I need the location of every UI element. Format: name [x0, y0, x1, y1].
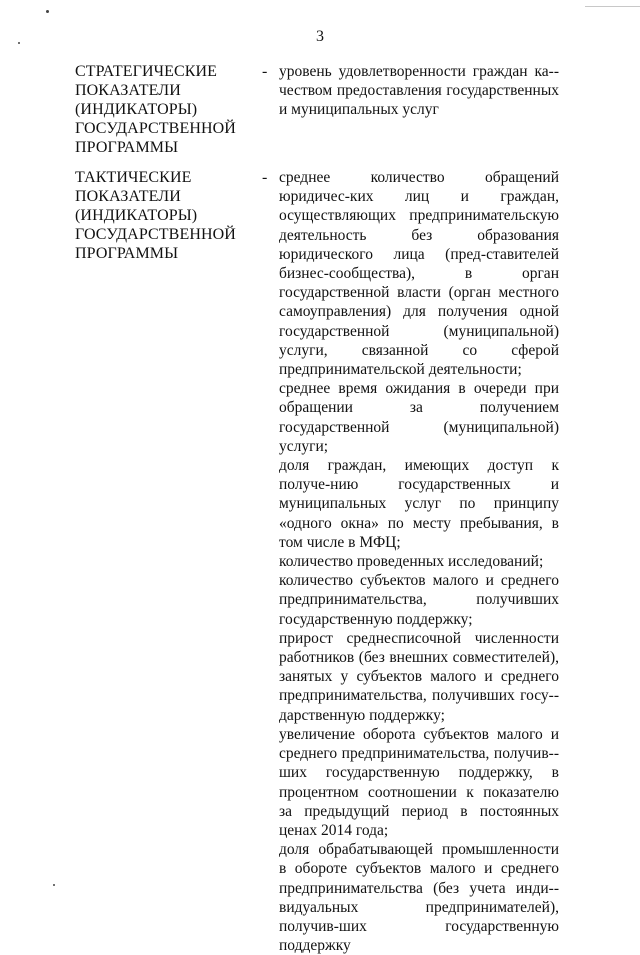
tactical-indicators-list	[279, 168, 559, 955]
list-item: прирост среднесписочной численности работников (без внешних совместителей), занятых у субъектов малого и среднего предпринимательства, получивших госу-дарственную поддержку;	[279, 629, 559, 724]
list-item: доля обрабатывающей промышленности в обороте субъектов малого и среднего предпринимательства (без учета инди-видуальных предпринимателей), получив-ших государственную поддержку	[279, 841, 559, 955]
list-dash: -	[262, 63, 268, 80]
label-line: ТАКТИЧЕСКИЕ	[75, 169, 192, 186]
label-line: ГОСУДАРСТВЕННОЙ	[75, 226, 236, 243]
label-line: (ИНДИКАТОРЫ)	[75, 101, 198, 118]
list-item: увеличение оборота субъектов малого и среднего предпринимательства, получив-ших государственную поддержку, в процентном соотношении к показателю за предыдущий период в постоянных ценах 2014 года;	[279, 725, 559, 839]
tactical-indicators-label	[75, 168, 255, 263]
list-item: доля граждан, имеющих доступ к получе-нию государственных и муниципальных услуг по принципу «одного окна» по месту пребывания, в том числе в МФЦ;	[279, 457, 559, 551]
label-line: ПОКАЗАТЕЛИ	[75, 82, 181, 99]
label-line: ПРОГРАММЫ	[75, 245, 179, 262]
scan-edge-line	[585, 6, 640, 7]
list-item: количество субъектов малого и среднего предпринимательства, получивших государственную поддержку;	[279, 572, 559, 628]
list-item: уровень удовлетворенности граждан ка-чеством предоставления государственных и муниципальных услуг	[279, 63, 559, 119]
scan-speck	[46, 10, 49, 13]
label-line: (ИНДИКАТОРЫ)	[75, 207, 198, 224]
list-dash: -	[262, 169, 268, 186]
label-line: ГОСУДАРСТВЕННОЙ	[75, 120, 236, 137]
list-item: среднее время ожидания в очереди при обращении за получением государственной (муниципальной) услуги;	[279, 380, 559, 455]
page-number: 3	[316, 28, 324, 45]
label-line: ПРОГРАММЫ	[75, 139, 179, 156]
strategic-indicators-label	[75, 62, 255, 157]
list-item: среднее количество обращений юридичес-ких лиц и граждан, осуществляющих предпринимательскую деятельность без образования юридического лица (пред-ставителей бизнес-сообщества), в орган государственной власти (орган местного самоуправления) для получения одной государственной (муниципальной) услуги, связанной со сферой предпринимательской деятельности;	[279, 169, 559, 379]
scan-speck	[53, 884, 55, 886]
label-line: СТРАТЕГИЧЕСКИЕ	[75, 63, 218, 80]
strategic-indicators-list	[279, 62, 559, 120]
label-line: ПОКАЗАТЕЛИ	[75, 188, 181, 205]
list-item: количество проведенных исследований;	[279, 553, 544, 571]
